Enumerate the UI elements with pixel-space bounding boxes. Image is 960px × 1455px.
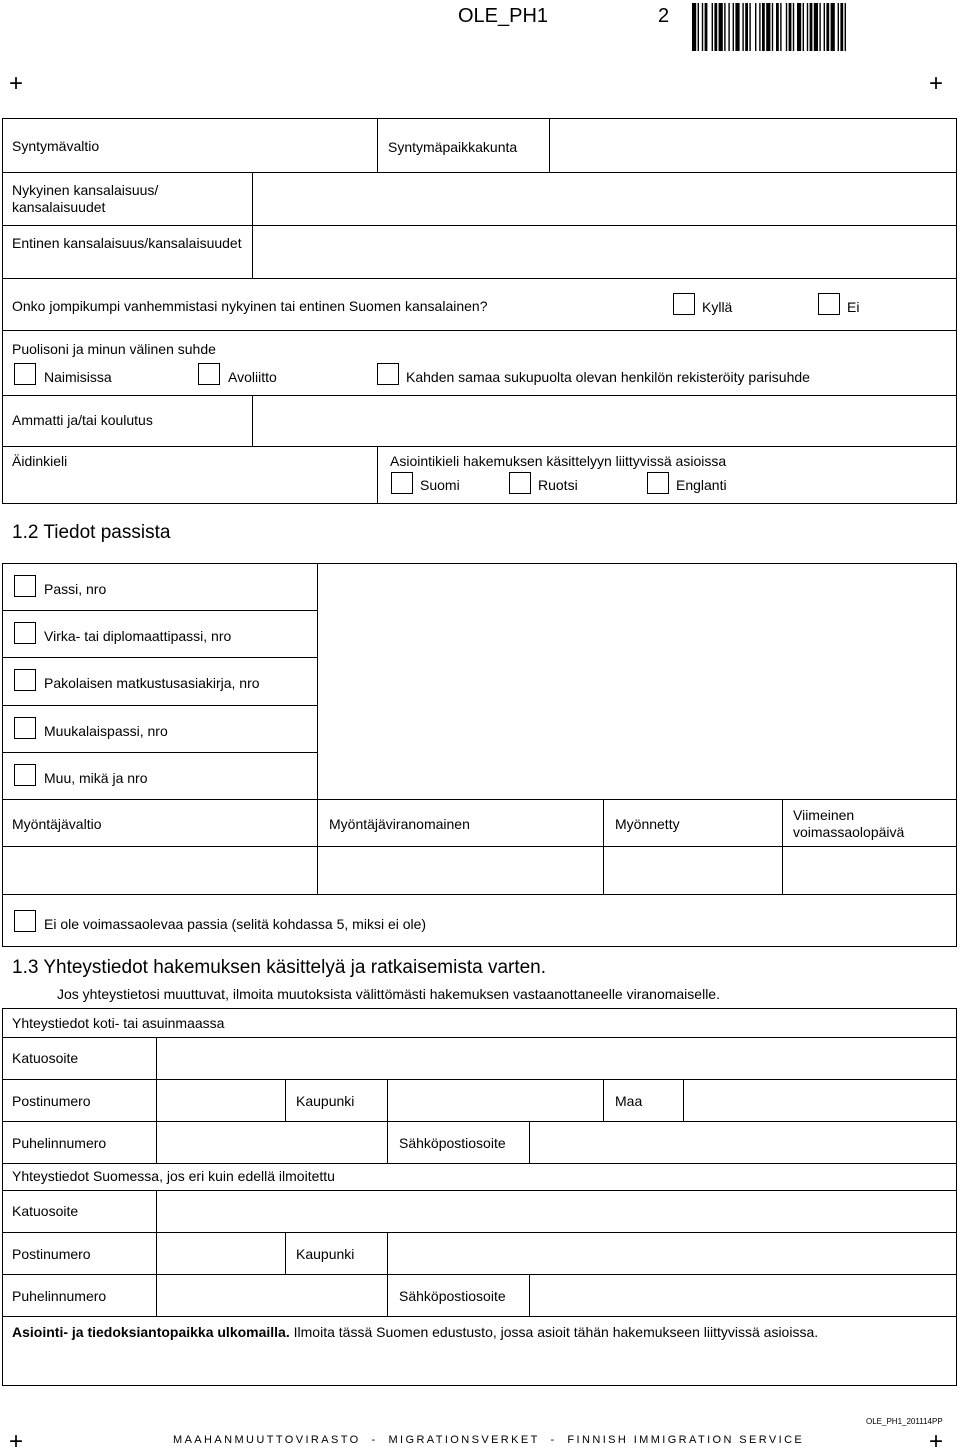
- registered-partnership-label: Kahden samaa sukupuolta olevan henkilön rekisteröity parisuhde: [406, 369, 810, 385]
- issuing-authority-label: Myöntäjäviranomainen: [329, 816, 470, 832]
- mother-tongue-field[interactable]: [4, 472, 374, 502]
- barcode-bar: [845, 3, 846, 51]
- barcode-bar: [797, 3, 801, 51]
- valid-until-field[interactable]: [784, 848, 955, 892]
- finland-city-field[interactable]: [389, 1234, 955, 1272]
- barcode-icon: [690, 3, 920, 53]
- barcode-bar: [819, 3, 820, 51]
- yes-checkbox[interactable]: [673, 293, 695, 315]
- barcode-bar: [755, 3, 756, 51]
- former-citizenship-label: Entinen kansalaisuus/kansalaisuudet: [12, 235, 242, 251]
- former-citizenship-field[interactable]: [254, 227, 954, 277]
- home-country-field[interactable]: [685, 1081, 955, 1119]
- barcode-bar: [724, 3, 725, 51]
- abroad-contact-note: Ilmoita tässä Suomen edustusto, jossa asioit tähän hakemukseen liittyvissä asioissa.: [293, 1324, 819, 1340]
- barcode-bar: [789, 3, 792, 51]
- home-contact-title: Yhteystiedot koti- tai asuinmaassa: [12, 1015, 225, 1031]
- barcode-bar: [814, 3, 818, 51]
- diplomatic-passport-label: Virka- tai diplomaattipassi, nro: [44, 628, 232, 644]
- english-label: Englanti: [676, 477, 727, 493]
- mother-tongue-label: Äidinkieli: [12, 453, 68, 469]
- abroad-contact-field[interactable]: [4, 1344, 955, 1384]
- barcode-bar: [772, 3, 773, 51]
- home-city-field[interactable]: [389, 1081, 601, 1119]
- barcode-bar: [810, 3, 813, 51]
- page-number: 2: [658, 5, 670, 27]
- english-checkbox[interactable]: [647, 472, 669, 494]
- alien-passport-checkbox[interactable]: [14, 717, 36, 739]
- married-label: Naimisissa: [44, 369, 112, 385]
- no-passport-label: [44, 916, 426, 933]
- barcode-bar: [719, 3, 723, 51]
- passport-number-field[interactable]: [319, 565, 955, 797]
- swedish-checkbox[interactable]: [509, 472, 531, 494]
- barcode-bar: [766, 3, 770, 51]
- barcode-bar: [793, 3, 794, 51]
- birth-place-label: Syntymäpaikkakunta: [388, 139, 518, 155]
- passport-checkbox[interactable]: [14, 575, 36, 597]
- barcode-bar: [702, 3, 703, 51]
- no-checkbox[interactable]: [818, 293, 840, 315]
- home-postcode-label: Postinumero: [12, 1093, 91, 1109]
- alien-passport-label: Muukalaispassi, nro: [44, 723, 168, 739]
- barcode-bar: [735, 3, 739, 51]
- birth-country-label: Syntymävaltio: [12, 138, 100, 154]
- finland-contact-title: Yhteystiedot Suomessa, jos eri kuin edellä ilmoitettu: [12, 1168, 335, 1184]
- contact-instruction: Jos yhteystietosi muuttuvat, ilmoita muutoksista välittömästi hakemuksen vastaanottaneelle viranomaiselle.: [57, 986, 720, 1002]
- home-email-label: Sähköpostiosoite: [399, 1135, 506, 1151]
- barcode-bar: [749, 3, 750, 51]
- finland-postcode-label: Postinumero: [12, 1246, 91, 1262]
- occupation-field[interactable]: [254, 397, 954, 445]
- issued-date-label: Myönnetty: [615, 816, 680, 832]
- married-checkbox[interactable]: [14, 363, 36, 385]
- finland-street-field[interactable]: [158, 1192, 955, 1231]
- barcode-bar: [824, 3, 825, 51]
- home-street-field[interactable]: [158, 1039, 955, 1078]
- home-phone-field[interactable]: [158, 1123, 385, 1161]
- barcode-bar: [807, 3, 808, 51]
- refugee-document-label: Pakolaisen matkustusasiakirja, nro: [44, 675, 260, 691]
- form-code: OLE_PH1: [458, 5, 549, 27]
- barcode-bar: [840, 3, 843, 51]
- issuing-authority-field[interactable]: [319, 848, 601, 892]
- barcode-bar: [714, 3, 717, 51]
- parents-citizenship-question: Onko jompikumpi vanhemmistasi nykyinen tai entinen Suomen kansalainen?: [12, 298, 488, 314]
- issuing-country-field[interactable]: [4, 848, 315, 892]
- form-version: OLE_PH1_201114PP: [866, 1417, 943, 1426]
- other-document-label: Muu, mikä ja nro: [44, 770, 148, 786]
- barcode-bar: [838, 3, 839, 51]
- barcode-bar: [692, 3, 696, 51]
- barcode-bar: [826, 3, 829, 51]
- birth-country-field[interactable]: [130, 120, 375, 170]
- finland-email-field[interactable]: [531, 1276, 955, 1314]
- other-document-checkbox[interactable]: [14, 764, 36, 786]
- barcode-bar: [705, 3, 708, 51]
- barcode-bar: [742, 3, 743, 51]
- birth-place-field[interactable]: [551, 120, 955, 170]
- no-passport-note: (selitä kohdassa 5, miksi ei ole): [231, 916, 427, 932]
- business-language-label: Asiointikieli hakemuksen käsittelyyn liittyvissä asioissa: [390, 453, 727, 469]
- registration-mark-icon: +: [9, 1428, 24, 1455]
- passport-label: Passi, nro: [44, 581, 107, 597]
- issued-date-field[interactable]: [605, 848, 780, 892]
- barcode-bar: [733, 3, 734, 51]
- barcode-bar: [745, 3, 748, 51]
- swedish-label: Ruotsi: [538, 477, 578, 493]
- home-postcode-field[interactable]: [158, 1081, 283, 1119]
- contact-section-title: 1.3 Yhteystiedot hakemuksen käsittelyä ja ratkaisemista varten.: [12, 957, 547, 978]
- home-city-label: Kaupunki: [296, 1093, 355, 1109]
- barcode-bar: [698, 3, 699, 51]
- barcode-bar: [776, 3, 779, 51]
- no-passport-checkbox[interactable]: [14, 910, 36, 932]
- abroad-contact-label: [12, 1324, 818, 1341]
- current-citizenship-label: Nykyinen kansalaisuus/ kansalaisuudet: [12, 182, 159, 215]
- barcode-bar: [728, 3, 729, 51]
- yes-label: Kyllä: [702, 299, 733, 315]
- diplomatic-passport-checkbox[interactable]: [14, 622, 36, 644]
- barcode-bar: [762, 3, 765, 51]
- cohabiting-checkbox[interactable]: [198, 363, 220, 385]
- no-label: Ei: [847, 299, 860, 315]
- issuing-country-label: Myöntäjävaltio: [12, 816, 102, 832]
- finland-phone-label: Puhelinnumero: [12, 1288, 107, 1304]
- finnish-checkbox[interactable]: [391, 472, 413, 494]
- occupation-label: Ammatti ja/tai koulutus: [12, 412, 153, 428]
- home-country-label: Maa: [615, 1093, 643, 1109]
- refugee-document-checkbox[interactable]: [14, 669, 36, 691]
- finland-city-label: Kaupunki: [296, 1246, 355, 1262]
- valid-until-label: Viimeinen voimassaolopäivä: [793, 807, 905, 840]
- barcode-bar: [759, 3, 760, 51]
- barcode-bar: [831, 3, 835, 51]
- relationship-title: Puolisoni ja minun välinen suhde: [12, 341, 216, 357]
- finnish-label: Suomi: [420, 477, 460, 493]
- barcode-bar: [712, 3, 713, 51]
- home-phone-label: Puhelinnumero: [12, 1135, 107, 1151]
- finland-postcode-field[interactable]: [158, 1234, 283, 1272]
- barcode-bar: [780, 3, 781, 51]
- finland-email-label: Sähköpostiosoite: [399, 1288, 506, 1304]
- registration-mark-icon: +: [929, 1428, 944, 1455]
- home-street-label: Katuosoite: [12, 1050, 79, 1066]
- barcode-bar: [786, 3, 787, 51]
- passport-section-title: 1.2 Tiedot passista: [12, 522, 171, 543]
- home-email-field[interactable]: [531, 1123, 955, 1161]
- finland-street-label: Katuosoite: [12, 1203, 79, 1219]
- finland-phone-field[interactable]: [158, 1276, 385, 1314]
- cohabiting-label: Avoliitto: [228, 369, 277, 385]
- abroad-contact-title: Asiointi- ja tiedoksiantopaikka ulkomailla.: [12, 1324, 290, 1340]
- registration-mark-icon: +: [9, 70, 24, 97]
- barcode-bar: [803, 3, 804, 51]
- registered-partnership-checkbox[interactable]: [377, 363, 399, 385]
- agency-footer: MAAHANMUUTTOVIRASTO - MIGRATIONSVERKET - FINNISH IMMIGRATION SERVICE: [173, 1434, 805, 1446]
- current-citizenship-field[interactable]: [254, 174, 954, 224]
- registration-mark-icon: +: [929, 70, 944, 97]
- no-passport-label-text: Ei ole voimassaolevaa passia: [44, 916, 228, 932]
